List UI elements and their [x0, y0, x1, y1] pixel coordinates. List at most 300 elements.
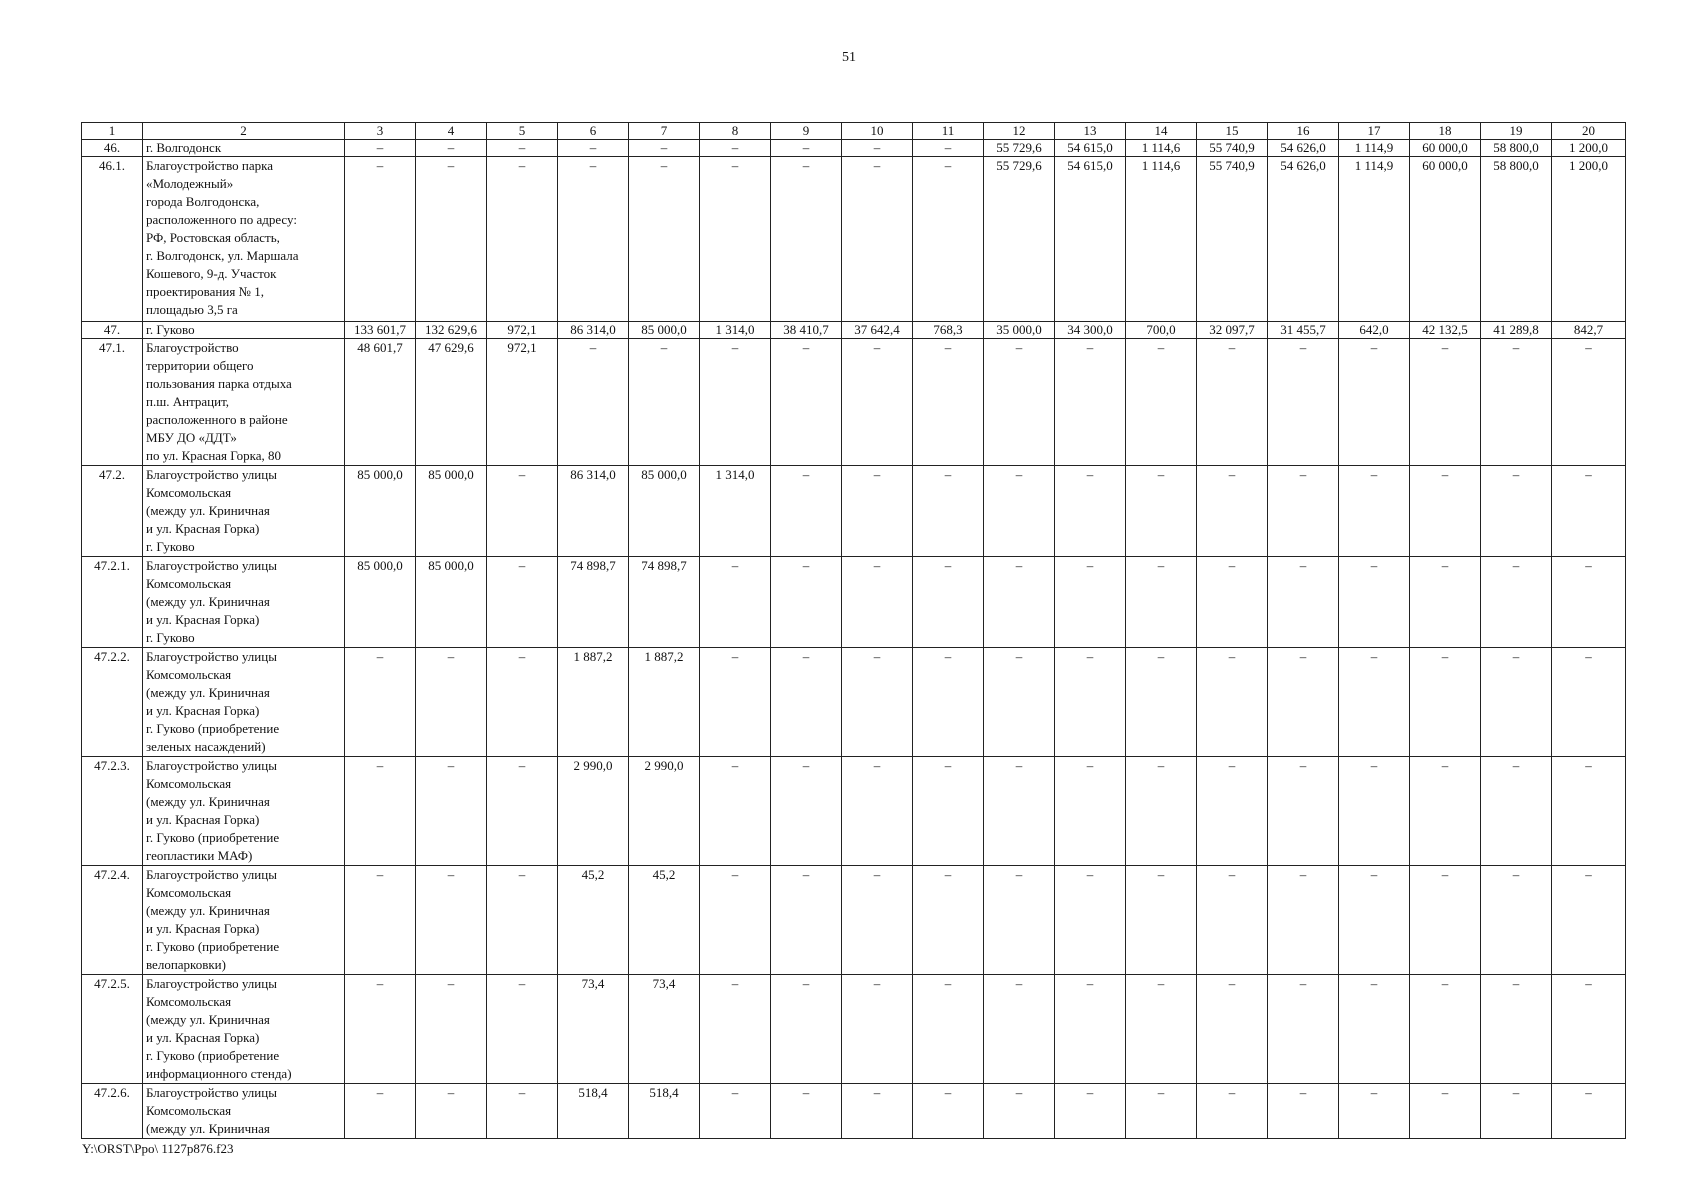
value-cell: 1 200,0	[1552, 157, 1626, 322]
object-name-line: и ул. Красная Горка)	[146, 521, 260, 536]
value-cell: –	[1197, 648, 1268, 757]
value-cell: –	[1268, 339, 1339, 466]
value-cell: 85 000,0	[629, 322, 700, 339]
value-cell: –	[558, 339, 629, 466]
value-cell: –	[913, 557, 984, 648]
value-cell: –	[629, 157, 700, 322]
object-name-line: и ул. Красная Горка)	[146, 1030, 260, 1045]
value-cell: –	[842, 866, 913, 975]
value-cell: –	[1410, 466, 1481, 557]
object-name-line: (между ул. Криничная	[146, 903, 270, 918]
row-number-cell: 46.1.	[82, 157, 143, 322]
value-cell: –	[1481, 648, 1552, 757]
value-cell: 54 615,0	[1055, 157, 1126, 322]
value-cell: –	[1197, 757, 1268, 866]
value-cell: 41 289,8	[1481, 322, 1552, 339]
value-cell: 85 000,0	[416, 466, 487, 557]
object-name-line: по ул. Красная Горка, 80	[146, 448, 282, 463]
value-cell: 768,3	[913, 322, 984, 339]
object-name-line: расположенного в районе	[146, 412, 288, 427]
value-cell: –	[1339, 339, 1410, 466]
value-cell: –	[771, 140, 842, 157]
value-cell: –	[913, 975, 984, 1084]
row-number-cell: 47.2.2.	[82, 648, 143, 757]
value-cell: 842,7	[1552, 322, 1626, 339]
object-name-cell	[143, 157, 345, 322]
value-cell: 38 410,7	[771, 322, 842, 339]
value-cell: –	[1410, 757, 1481, 866]
value-cell: 133 601,7	[345, 322, 416, 339]
value-cell: 55 729,6	[984, 140, 1055, 157]
value-cell: 73,4	[558, 975, 629, 1084]
object-name-line: (между ул. Криничная	[146, 1012, 270, 1027]
column-number-cell: 3	[345, 123, 416, 140]
value-cell: –	[345, 648, 416, 757]
value-cell: –	[771, 866, 842, 975]
column-number-cell: 18	[1410, 123, 1481, 140]
row-number-cell: 47.2.6.	[82, 1084, 143, 1139]
value-cell: 74 898,7	[629, 557, 700, 648]
value-cell: –	[1268, 1084, 1339, 1139]
value-cell: –	[771, 339, 842, 466]
object-name-line: Благоустройство парка	[146, 158, 273, 173]
value-cell: –	[913, 339, 984, 466]
object-name-line: Благоустройство улицы	[146, 558, 277, 573]
object-name-line: и ул. Красная Горка)	[146, 703, 260, 718]
column-number-cell: 12	[984, 123, 1055, 140]
row-number-cell: 47.2.5.	[82, 975, 143, 1084]
budget-table	[81, 122, 1626, 1139]
value-cell: –	[487, 975, 558, 1084]
object-name-line: велопарковки)	[146, 957, 226, 972]
object-name-line: г. Гуково (приобретение	[146, 721, 280, 736]
object-name-line: Комсомольская	[146, 485, 232, 500]
column-number-row	[82, 123, 1626, 140]
value-cell: –	[1126, 557, 1197, 648]
object-name-line: геопластики МАФ)	[146, 848, 253, 863]
object-name-line: (между ул. Криничная	[146, 794, 270, 809]
object-name-cell	[143, 648, 345, 757]
object-name-line: Комсомольская	[146, 776, 232, 791]
table-row	[82, 140, 1626, 157]
value-cell: –	[1197, 975, 1268, 1084]
row-number-cell: 47.2.1.	[82, 557, 143, 648]
value-cell: 1 887,2	[558, 648, 629, 757]
value-cell: –	[1126, 466, 1197, 557]
value-cell: –	[700, 648, 771, 757]
value-cell: –	[1055, 648, 1126, 757]
value-cell: –	[1126, 866, 1197, 975]
table-row	[82, 1084, 1626, 1139]
value-cell: –	[842, 557, 913, 648]
object-name-line: Благоустройство улицы	[146, 467, 277, 482]
value-cell: –	[1268, 648, 1339, 757]
value-cell: –	[771, 975, 842, 1084]
value-cell: –	[345, 140, 416, 157]
value-cell: 2 990,0	[629, 757, 700, 866]
value-cell: –	[487, 557, 558, 648]
object-name-cell	[143, 322, 345, 339]
column-number-cell: 14	[1126, 123, 1197, 140]
table-row	[82, 757, 1626, 866]
value-cell: 1 887,2	[629, 648, 700, 757]
value-cell: –	[487, 757, 558, 866]
value-cell: 972,1	[487, 322, 558, 339]
value-cell: –	[842, 648, 913, 757]
value-cell: 73,4	[629, 975, 700, 1084]
object-name-line: п.ш. Антрацит,	[146, 394, 230, 409]
object-name-line: Благоустройство улицы	[146, 867, 277, 882]
object-name-line: г. Гуково (приобретение	[146, 939, 280, 954]
row-number-cell: 47.1.	[82, 339, 143, 466]
column-number-cell: 5	[487, 123, 558, 140]
object-name-line: Кошевого, 9-д. Участок	[146, 266, 277, 281]
value-cell: –	[487, 866, 558, 975]
value-cell: –	[416, 975, 487, 1084]
object-name-line: и ул. Красная Горка)	[146, 812, 260, 827]
object-name-line: территории общего	[146, 358, 254, 373]
value-cell: –	[416, 866, 487, 975]
row-number-cell: 47.	[82, 322, 143, 339]
value-cell: –	[984, 975, 1055, 1084]
value-cell: 48 601,7	[345, 339, 416, 466]
value-cell: –	[1339, 1084, 1410, 1139]
value-cell: 1 114,9	[1339, 140, 1410, 157]
value-cell: –	[345, 757, 416, 866]
column-number-cell: 1	[82, 123, 143, 140]
value-cell: 2 990,0	[558, 757, 629, 866]
value-cell: –	[1481, 557, 1552, 648]
value-cell: –	[984, 1084, 1055, 1139]
value-cell: –	[487, 1084, 558, 1139]
object-name-line: проектирования № 1,	[146, 284, 264, 299]
column-number-cell: 7	[629, 123, 700, 140]
value-cell: 1 314,0	[700, 466, 771, 557]
object-name-line: г. Гуково (приобретение	[146, 1048, 280, 1063]
value-cell: 37 642,4	[842, 322, 913, 339]
column-number-cell: 9	[771, 123, 842, 140]
value-cell: –	[984, 757, 1055, 866]
value-cell: –	[1197, 466, 1268, 557]
value-cell: 85 000,0	[345, 466, 416, 557]
value-cell: –	[913, 757, 984, 866]
value-cell: –	[1481, 339, 1552, 466]
value-cell: 85 000,0	[416, 557, 487, 648]
value-cell: 1 114,6	[1126, 140, 1197, 157]
value-cell: –	[1339, 466, 1410, 557]
value-cell: –	[842, 1084, 913, 1139]
value-cell: –	[1481, 866, 1552, 975]
object-name-line: Благоустройство	[146, 340, 239, 355]
column-number-cell: 8	[700, 123, 771, 140]
row-number-cell: 47.2.4.	[82, 866, 143, 975]
value-cell: –	[913, 648, 984, 757]
object-name-line: Комсомольская	[146, 885, 232, 900]
object-name-line: Благоустройство улицы	[146, 976, 277, 991]
object-name-cell	[143, 757, 345, 866]
value-cell: 1 314,0	[700, 322, 771, 339]
value-cell: –	[913, 140, 984, 157]
object-name-cell	[143, 1084, 345, 1139]
object-name-line: расположенного по адресу:	[146, 212, 297, 227]
value-cell: –	[345, 975, 416, 1084]
value-cell: 700,0	[1126, 322, 1197, 339]
value-cell: –	[700, 557, 771, 648]
value-cell: 42 132,5	[1410, 322, 1481, 339]
table-row	[82, 466, 1626, 557]
value-cell: 972,1	[487, 339, 558, 466]
column-number-cell: 17	[1339, 123, 1410, 140]
value-cell: –	[1552, 1084, 1626, 1139]
value-cell: –	[1339, 557, 1410, 648]
table-row	[82, 648, 1626, 757]
object-name-line: (между ул. Криничная	[146, 503, 270, 518]
column-number-cell: 20	[1552, 123, 1626, 140]
value-cell: 55 729,6	[984, 157, 1055, 322]
value-cell: –	[1410, 975, 1481, 1084]
value-cell: –	[700, 757, 771, 866]
row-number-cell: 47.2.3.	[82, 757, 143, 866]
value-cell: –	[1197, 1084, 1268, 1139]
value-cell: –	[416, 648, 487, 757]
value-cell: –	[1410, 1084, 1481, 1139]
table-row	[82, 339, 1626, 466]
object-name-line: РФ, Ростовская область,	[146, 230, 280, 245]
object-name-line: пользования парка отдыха	[146, 376, 292, 391]
value-cell: 58 800,0	[1481, 140, 1552, 157]
value-cell: 85 000,0	[629, 466, 700, 557]
value-cell: –	[416, 757, 487, 866]
value-cell: –	[1197, 866, 1268, 975]
value-cell: –	[1055, 466, 1126, 557]
value-cell: –	[1552, 557, 1626, 648]
object-name-line: Комсомольская	[146, 994, 232, 1009]
value-cell: –	[771, 157, 842, 322]
value-cell: –	[1268, 466, 1339, 557]
object-name-line: г. Гуково	[146, 322, 195, 337]
value-cell: –	[487, 157, 558, 322]
row-number-cell: 46.	[82, 140, 143, 157]
object-name-line: зеленых насаждений)	[146, 739, 266, 754]
value-cell: –	[842, 757, 913, 866]
value-cell: –	[1410, 339, 1481, 466]
value-cell: –	[913, 866, 984, 975]
value-cell: –	[1552, 339, 1626, 466]
footer-file-path: Y:\ORST\Ppo\ 1127p876.f23	[82, 1141, 234, 1156]
value-cell: 1 200,0	[1552, 140, 1626, 157]
value-cell: –	[1268, 557, 1339, 648]
object-name-line: информационного стенда)	[146, 1066, 292, 1081]
value-cell: 45,2	[558, 866, 629, 975]
value-cell: 34 300,0	[1055, 322, 1126, 339]
value-cell: –	[558, 157, 629, 322]
column-number-cell: 6	[558, 123, 629, 140]
table-row	[82, 322, 1626, 339]
value-cell: 45,2	[629, 866, 700, 975]
value-cell: 1 114,9	[1339, 157, 1410, 322]
value-cell: –	[984, 866, 1055, 975]
object-name-line: г. Гуково	[146, 630, 195, 645]
value-cell: –	[1268, 975, 1339, 1084]
value-cell: –	[1339, 757, 1410, 866]
value-cell: –	[1268, 866, 1339, 975]
value-cell: –	[771, 466, 842, 557]
object-name-line: города Волгодонска,	[146, 194, 260, 209]
object-name-line: г. Волгодонск	[146, 140, 222, 155]
value-cell: –	[1197, 339, 1268, 466]
value-cell: –	[1410, 866, 1481, 975]
value-cell: –	[700, 140, 771, 157]
value-cell: 1 114,6	[1126, 157, 1197, 322]
object-name-cell	[143, 557, 345, 648]
table-row	[82, 557, 1626, 648]
column-number-cell: 16	[1268, 123, 1339, 140]
value-cell: 58 800,0	[1481, 157, 1552, 322]
object-name-line: и ул. Красная Горка)	[146, 921, 260, 936]
value-cell: –	[416, 140, 487, 157]
value-cell: –	[771, 1084, 842, 1139]
object-name-cell	[143, 466, 345, 557]
object-name-line: МБУ ДО «ДДТ»	[146, 430, 237, 445]
object-name-line: Комсомольская	[146, 576, 232, 591]
column-number-cell: 15	[1197, 123, 1268, 140]
value-cell: –	[1126, 757, 1197, 866]
value-cell: –	[487, 140, 558, 157]
value-cell: 74 898,7	[558, 557, 629, 648]
value-cell: 31 455,7	[1268, 322, 1339, 339]
value-cell: –	[487, 648, 558, 757]
value-cell: –	[700, 975, 771, 1084]
object-name-line: и ул. Красная Горка)	[146, 612, 260, 627]
column-number-cell: 10	[842, 123, 913, 140]
object-name-cell	[143, 975, 345, 1084]
object-name-line: Комсомольская	[146, 667, 232, 682]
value-cell: –	[913, 466, 984, 557]
value-cell: 54 626,0	[1268, 140, 1339, 157]
value-cell: 32 097,7	[1197, 322, 1268, 339]
value-cell: 54 615,0	[1055, 140, 1126, 157]
value-cell: –	[771, 557, 842, 648]
table-row	[82, 866, 1626, 975]
value-cell: –	[416, 1084, 487, 1139]
object-name-line: (между ул. Криничная	[146, 594, 270, 609]
value-cell: –	[1126, 1084, 1197, 1139]
value-cell: –	[1126, 975, 1197, 1084]
value-cell: 60 000,0	[1410, 157, 1481, 322]
value-cell: –	[842, 157, 913, 322]
value-cell: –	[700, 1084, 771, 1139]
object-name-line: Благоустройство улицы	[146, 649, 277, 664]
value-cell: –	[984, 648, 1055, 757]
object-name-line: площадью 3,5 га	[146, 302, 238, 317]
value-cell: –	[984, 339, 1055, 466]
value-cell: –	[700, 339, 771, 466]
object-name-line: «Молодежный»	[146, 176, 234, 191]
value-cell: –	[1552, 757, 1626, 866]
value-cell: 35 000,0	[984, 322, 1055, 339]
row-number-cell: 47.2.	[82, 466, 143, 557]
value-cell: –	[629, 140, 700, 157]
value-cell: –	[700, 866, 771, 975]
object-name-line: Благоустройство улицы	[146, 1085, 277, 1100]
value-cell: 86 314,0	[558, 466, 629, 557]
value-cell: –	[1339, 866, 1410, 975]
value-cell: –	[1552, 466, 1626, 557]
object-name-line: г. Гуково	[146, 539, 195, 554]
value-cell: 55 740,9	[1197, 157, 1268, 322]
value-cell: –	[913, 1084, 984, 1139]
value-cell: –	[1126, 648, 1197, 757]
value-cell: –	[842, 339, 913, 466]
object-name-cell	[143, 866, 345, 975]
value-cell: –	[1481, 466, 1552, 557]
object-name-line: (между ул. Криничная	[146, 1121, 270, 1136]
value-cell: 47 629,6	[416, 339, 487, 466]
object-name-line: Комсомольская	[146, 1103, 232, 1118]
value-cell: –	[1481, 757, 1552, 866]
value-cell: –	[1339, 975, 1410, 1084]
value-cell: –	[1410, 557, 1481, 648]
value-cell: –	[1055, 975, 1126, 1084]
value-cell: –	[345, 1084, 416, 1139]
value-cell: –	[1197, 557, 1268, 648]
value-cell: –	[1055, 866, 1126, 975]
value-cell: 55 740,9	[1197, 140, 1268, 157]
value-cell: –	[1055, 757, 1126, 866]
value-cell: –	[700, 157, 771, 322]
value-cell: –	[345, 866, 416, 975]
column-number-cell: 4	[416, 123, 487, 140]
value-cell: –	[1339, 648, 1410, 757]
object-name-line: г. Гуково (приобретение	[146, 830, 280, 845]
value-cell: 60 000,0	[1410, 140, 1481, 157]
page-number: 51	[842, 50, 856, 65]
column-number-cell: 11	[913, 123, 984, 140]
value-cell: –	[1552, 975, 1626, 1084]
value-cell: –	[1055, 339, 1126, 466]
value-cell: 132 629,6	[416, 322, 487, 339]
value-cell: –	[842, 140, 913, 157]
value-cell: –	[1481, 975, 1552, 1084]
value-cell: –	[842, 466, 913, 557]
table-row	[82, 157, 1626, 322]
column-number-cell: 13	[1055, 123, 1126, 140]
value-cell: –	[1410, 648, 1481, 757]
value-cell: 518,4	[558, 1084, 629, 1139]
value-cell: –	[1481, 1084, 1552, 1139]
value-cell: –	[913, 157, 984, 322]
value-cell: –	[558, 140, 629, 157]
column-number-cell: 2	[143, 123, 345, 140]
table-row	[82, 975, 1626, 1084]
value-cell: 642,0	[1339, 322, 1410, 339]
value-cell: –	[984, 466, 1055, 557]
value-cell: –	[487, 466, 558, 557]
value-cell: –	[984, 557, 1055, 648]
value-cell: –	[771, 648, 842, 757]
object-name-line: Благоустройство улицы	[146, 758, 277, 773]
value-cell: –	[1055, 1084, 1126, 1139]
object-name-cell	[143, 140, 345, 157]
value-cell: –	[771, 757, 842, 866]
value-cell: 54 626,0	[1268, 157, 1339, 322]
object-name-line: (между ул. Криничная	[146, 685, 270, 700]
value-cell: –	[1055, 557, 1126, 648]
value-cell: –	[842, 975, 913, 1084]
value-cell: –	[1268, 757, 1339, 866]
object-name-cell	[143, 339, 345, 466]
value-cell: –	[416, 157, 487, 322]
